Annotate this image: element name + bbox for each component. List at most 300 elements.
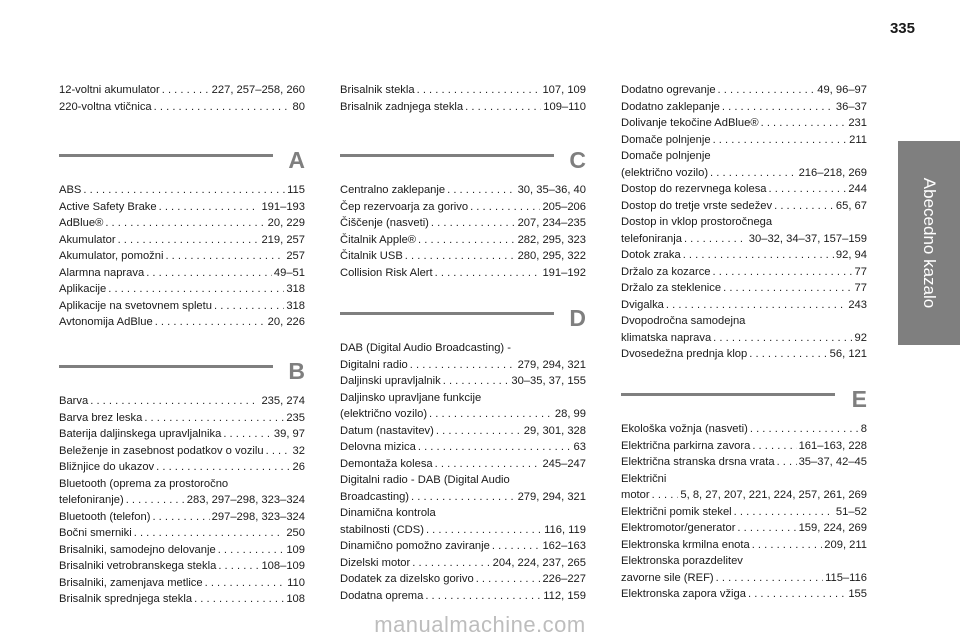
index-entry-line	[59, 99, 305, 116]
entry-pages: 109	[286, 543, 305, 556]
index-entry-line	[340, 406, 586, 423]
index-entry	[340, 538, 586, 555]
index-entry	[59, 232, 305, 249]
index-entry	[621, 454, 867, 471]
dot-leader	[684, 231, 747, 248]
dot-leader	[723, 280, 852, 297]
entry-pages: 250	[286, 527, 305, 539]
index-entry-line	[340, 489, 586, 506]
index-entry-line	[340, 423, 586, 440]
entry-term: Alarmna naprava	[59, 266, 145, 279]
index-entry-line	[340, 571, 586, 588]
index-entry-line	[59, 542, 305, 559]
index-entry-line	[621, 297, 867, 314]
dot-leader	[750, 421, 859, 438]
dot-leader	[492, 538, 541, 555]
index-entry	[340, 439, 586, 456]
index-entry-line	[621, 346, 867, 363]
entry-pages: 65, 67	[835, 199, 867, 212]
entry-term: Brisalniki vetrobranskega stekla	[59, 560, 217, 572]
index-entry-list	[621, 82, 867, 363]
index-entry-line	[621, 438, 867, 455]
index-entry-line	[59, 298, 305, 315]
index-entry	[621, 198, 867, 215]
entry-term: Dinamična kontrola	[340, 507, 436, 519]
dot-leader	[752, 537, 823, 554]
entry-pages: 318	[286, 283, 305, 295]
index-entry-line	[621, 181, 867, 198]
index-entry-line	[59, 558, 305, 575]
entry-term: telefoniranje)	[59, 494, 124, 506]
dot-leader	[194, 591, 284, 608]
dot-leader	[716, 570, 823, 587]
dot-leader	[777, 454, 797, 471]
index-entry	[59, 393, 305, 410]
entry-pages: 112, 159	[543, 589, 586, 602]
index-entry-list	[59, 182, 305, 331]
entry-term: Elektronska porazdelitev	[621, 555, 743, 567]
entry-term: Brisalnik sprednjega stekla	[59, 593, 193, 605]
entry-pages: 115–116	[825, 571, 867, 584]
entry-pages: 26	[292, 461, 305, 473]
dot-leader	[426, 522, 542, 539]
dot-leader	[443, 373, 510, 390]
entry-term: Čiščenje (nasveti)	[340, 217, 429, 229]
index-entry-line	[621, 198, 867, 215]
dot-leader	[722, 99, 834, 116]
entry-pages: 161–163, 228	[798, 439, 867, 452]
index-entry	[621, 297, 867, 314]
index-entry-line	[340, 522, 586, 539]
entry-pages: 205–206	[542, 200, 586, 213]
index-entry	[621, 132, 867, 149]
index-entry-line	[340, 232, 586, 249]
entry-pages: 35–37, 42–45	[798, 456, 867, 468]
dot-leader	[214, 298, 284, 315]
index-entry-line	[340, 439, 586, 456]
section-tab-label: Abecedno kazalo	[920, 177, 939, 309]
index-entry	[621, 504, 867, 521]
entry-pages: 207, 234–235	[517, 217, 586, 229]
entry-pages: 29, 301, 328	[523, 424, 586, 437]
index-entry-line	[340, 215, 586, 232]
entry-term: telefoniranja	[621, 232, 682, 245]
index-entry	[340, 199, 586, 216]
section-header	[59, 146, 305, 176]
index-entry-line	[59, 476, 305, 493]
entry-pages: 63	[573, 441, 586, 453]
entry-term: Domače polnjenje	[621, 133, 711, 146]
index-entry-line	[621, 421, 867, 438]
index-entry	[340, 248, 586, 265]
entry-term: Datum (nastavitev)	[340, 424, 434, 437]
entry-pages: 51–52	[835, 505, 867, 518]
index-entry	[621, 520, 867, 537]
entry-pages: 8	[860, 423, 867, 435]
index-entry	[621, 148, 867, 181]
index-entry	[59, 82, 305, 99]
dot-leader	[218, 558, 259, 575]
section-letter: E	[851, 386, 867, 412]
index-entry-line	[621, 313, 867, 330]
index-entry-line	[340, 182, 586, 199]
entry-term: Čitalnik USB	[340, 250, 403, 262]
index-entry-line	[59, 410, 305, 427]
entry-term: Digitalni radio	[340, 358, 408, 371]
section-letter: B	[288, 358, 305, 384]
index-entry-line	[621, 247, 867, 264]
index-entry-line	[59, 314, 305, 331]
entry-pages: 231	[848, 117, 867, 129]
entry-term: Elektronska krmilna enota	[621, 538, 750, 551]
entry-term: Beleženje in zasebnost podatkov o vozilu	[59, 444, 264, 457]
entry-term: stabilnosti (CDS)	[340, 523, 424, 536]
dot-leader	[159, 199, 260, 216]
dot-leader	[713, 330, 852, 347]
entry-pages: 49, 96–97	[817, 84, 867, 96]
index-entry	[621, 586, 867, 603]
index-entry	[59, 182, 305, 199]
index-entry-line	[59, 215, 305, 232]
index-entry-line	[340, 373, 586, 390]
index-entry	[621, 471, 867, 504]
dot-leader	[134, 525, 285, 542]
index-entry	[59, 248, 305, 265]
index-entry	[621, 313, 867, 346]
dot-leader	[465, 99, 541, 116]
entry-pages: 226–227	[542, 573, 586, 585]
dot-leader	[476, 571, 541, 588]
index-entry	[340, 505, 586, 538]
index-entry-line	[621, 520, 867, 537]
entry-term: Čep rezervoarja za gorivo	[340, 200, 469, 213]
entry-pages: 283, 297–298, 323–324	[186, 494, 305, 506]
entry-term: AdBlue®	[59, 217, 104, 229]
dot-leader	[165, 248, 284, 265]
index-entry	[621, 264, 867, 281]
index-entry-line	[621, 504, 867, 521]
entry-term: Dostop do rezervnega kolesa	[621, 183, 767, 195]
entry-pages: 155	[848, 588, 867, 600]
index-entry-line	[340, 82, 586, 99]
index-entry	[340, 456, 586, 473]
index-entry	[59, 410, 305, 427]
index-entry	[59, 525, 305, 542]
index-entry	[340, 265, 586, 282]
section-divider	[340, 312, 554, 315]
entry-term: Brisalnik stekla	[340, 84, 415, 96]
index-entry	[340, 588, 586, 605]
dot-leader	[436, 423, 522, 440]
index-entry-line	[340, 340, 586, 357]
entry-pages: 115	[287, 184, 305, 196]
entry-term: Domače polnjenje	[621, 150, 711, 162]
dot-leader	[405, 248, 516, 265]
dot-leader	[752, 438, 796, 455]
index-entry	[59, 591, 305, 608]
entry-pages: 191–192	[542, 266, 586, 279]
entry-pages: 159, 224, 269	[798, 522, 867, 534]
index-entry-line	[59, 393, 305, 410]
entry-term: Dodatek za dizelsko gorivo	[340, 573, 474, 585]
entry-term: Aplikacije na svetovnem spletu	[59, 299, 212, 312]
section-letter: A	[288, 147, 305, 173]
dot-leader	[126, 492, 185, 509]
entry-pages: 235	[286, 411, 305, 424]
index-entry-line	[621, 82, 867, 99]
dot-leader	[431, 215, 516, 232]
dot-leader	[105, 215, 265, 232]
entry-term: Akumulator	[59, 233, 116, 246]
dot-leader	[162, 82, 210, 99]
entry-term: Brisalniki, zamenjava metlice	[59, 576, 203, 589]
entry-term: Električni pomik stekel	[621, 505, 732, 518]
dot-leader	[218, 542, 285, 559]
entry-term: Držalo za steklenice	[621, 282, 722, 294]
dot-leader	[435, 456, 541, 473]
entry-pages: 92	[854, 331, 867, 344]
index-entry	[340, 82, 586, 99]
entry-pages: 216–218, 269	[798, 166, 867, 179]
index-entry	[621, 214, 867, 247]
index-entry-line	[340, 265, 586, 282]
index-entry	[59, 426, 305, 443]
entry-term: (električno vozilo)	[621, 166, 709, 179]
index-entry	[59, 265, 305, 282]
index-entry-line	[340, 456, 586, 473]
entry-pages: 257	[286, 250, 305, 262]
entry-term: Električni	[621, 472, 667, 485]
index-entry	[621, 438, 867, 455]
entry-term: Dolivanje tekočine AdBlue®	[621, 117, 759, 129]
index-entry-line	[59, 525, 305, 542]
entry-pages: 109–110	[543, 100, 586, 113]
index-entry-line	[340, 505, 586, 522]
entry-pages: 39, 97	[273, 428, 305, 440]
section-header	[59, 357, 305, 387]
index-entry-line	[340, 99, 586, 116]
index-entry	[621, 82, 867, 99]
entry-term: Dinamično pomožno zaviranje	[340, 540, 490, 552]
dot-leader	[713, 264, 853, 281]
entry-term: Baterija daljinskega upravljalnika	[59, 428, 222, 440]
index-entry	[59, 99, 305, 116]
dot-leader	[683, 247, 834, 264]
index-entry	[59, 575, 305, 592]
section-divider	[621, 393, 835, 396]
index-entry	[59, 542, 305, 559]
dot-leader	[447, 182, 515, 199]
section-letter: D	[569, 305, 586, 331]
entry-term: Elektronska zapora vžiga	[621, 588, 746, 600]
entry-term: Aplikacije	[59, 283, 107, 295]
entry-term: Avtonomija AdBlue	[59, 316, 153, 328]
entry-term: Broadcasting)	[340, 490, 410, 503]
section-divider	[59, 154, 273, 157]
index-entry	[621, 553, 867, 586]
index-entry-line	[621, 148, 867, 165]
index-entry	[59, 215, 305, 232]
index-entry-line	[59, 232, 305, 249]
entry-pages: 30–35, 37, 155	[511, 375, 586, 387]
entry-pages: 49–51	[273, 266, 305, 279]
entry-term: Daljinsko upravljane funkcije	[340, 391, 482, 404]
index-entry-list	[621, 421, 867, 603]
entry-term: Bočni smerniki	[59, 527, 132, 539]
dot-leader	[718, 82, 816, 99]
dot-leader	[223, 426, 272, 443]
dot-leader	[435, 265, 541, 282]
index-entry-line	[340, 472, 586, 489]
entry-term: Brisalniki, samodejno delovanje	[59, 543, 216, 556]
entry-term: Dvigalka	[621, 298, 664, 311]
dot-leader	[144, 410, 284, 427]
section-divider	[340, 154, 554, 157]
entry-pages: 235, 274	[261, 395, 305, 407]
index-entry	[340, 182, 586, 199]
entry-term: zavorne sile (REF)	[621, 571, 714, 584]
index-entry	[59, 509, 305, 526]
entry-term: Dizelski motor	[340, 556, 411, 569]
entry-pages: 77	[854, 265, 867, 278]
index-entry-line	[59, 82, 305, 99]
dot-leader	[774, 198, 834, 215]
dot-leader	[410, 357, 516, 374]
index-entry	[621, 99, 867, 116]
index-entry	[340, 390, 586, 423]
entry-pages: 219, 257	[261, 233, 305, 246]
entry-term: Čitalnik Apple®	[340, 233, 417, 246]
index-entry-line	[621, 454, 867, 471]
entry-pages: 243	[848, 298, 867, 311]
entry-term: Ekološka vožnja (nasveti)	[621, 423, 748, 435]
entry-term: Dodatno zaklepanje	[621, 100, 720, 113]
index-entry-line	[621, 553, 867, 570]
index-entry-line	[59, 199, 305, 216]
dot-leader	[156, 459, 290, 476]
dot-leader	[749, 346, 827, 363]
index-entry-line	[340, 538, 586, 555]
entry-term: DAB (Digital Audio Broadcasting) -	[340, 342, 511, 354]
index-entry-line	[621, 165, 867, 182]
index-entry	[340, 232, 586, 249]
entry-term: motor	[621, 489, 650, 501]
entry-pages: 209, 211	[824, 538, 867, 551]
entry-term: ABS	[59, 184, 82, 196]
entry-term: 220-voltna vtičnica	[59, 100, 152, 113]
index-entry-line	[621, 214, 867, 231]
entry-term: Delovna mizica	[340, 441, 416, 453]
index-entry	[621, 280, 867, 297]
entry-term: Dostop in vklop prostoročnega	[621, 216, 773, 228]
entry-term: Daljinski upravljalnik	[340, 375, 441, 387]
entry-pages: 28, 99	[554, 408, 586, 420]
index-entry-list	[59, 393, 305, 608]
entry-pages: 279, 294, 321	[517, 358, 586, 371]
entry-pages: 245–247	[542, 457, 586, 470]
entry-pages: 30–32, 34–37, 157–159	[748, 232, 867, 245]
entry-term: Dodatno ogrevanje	[621, 84, 716, 96]
dot-leader	[734, 504, 834, 521]
index-entry-line	[59, 182, 305, 199]
dot-leader	[83, 182, 285, 199]
index-entry-line	[59, 426, 305, 443]
index-entry-line	[59, 248, 305, 265]
entry-term: 12-voltni akumulator	[59, 84, 160, 96]
entry-pages: 116, 119	[544, 523, 586, 536]
index-entry	[59, 443, 305, 460]
dot-leader	[266, 443, 291, 460]
section-header	[340, 304, 586, 334]
section-divider	[59, 365, 273, 368]
entry-pages: 107, 109	[542, 84, 586, 96]
dot-leader	[429, 406, 553, 423]
index-entry	[621, 247, 867, 264]
entry-pages: 108–109	[261, 560, 305, 572]
entry-term: Brisalnik zadnjega stekla	[340, 100, 464, 113]
entry-term: Elektromotor/generator	[621, 522, 736, 534]
dot-leader	[761, 115, 847, 132]
index-entry	[621, 346, 867, 363]
index-entry-list	[59, 82, 305, 115]
dot-leader	[418, 439, 572, 456]
index-entry-line	[340, 555, 586, 572]
index-entry	[340, 423, 586, 440]
index-entry	[59, 476, 305, 509]
entry-pages: 20, 229	[267, 217, 305, 229]
entry-pages: 204, 224, 237, 265	[492, 556, 586, 569]
dot-leader	[417, 82, 541, 99]
index-entry	[621, 537, 867, 554]
index-entry-line	[59, 492, 305, 509]
dot-leader	[155, 314, 266, 331]
entry-term: Akumulator, pomožni	[59, 250, 164, 262]
dot-leader	[412, 555, 490, 572]
entry-term: Dotok zraka	[621, 249, 681, 261]
entry-term: Bluetooth (oprema za prostoročno	[59, 477, 229, 490]
entry-pages: 80	[292, 100, 305, 113]
index-entry-line	[340, 199, 586, 216]
entry-term: Digitalni radio - DAB (Digital Audio	[340, 474, 510, 486]
entry-term: Bližnjice do ukazov	[59, 461, 155, 473]
dot-leader	[418, 232, 516, 249]
index-entry-line	[340, 588, 586, 605]
entry-term: Bluetooth (telefon)	[59, 510, 151, 523]
index-entry-line	[59, 591, 305, 608]
entry-pages: 279, 294, 321	[517, 490, 586, 503]
entry-pages: 32	[292, 444, 305, 457]
index-entry-line	[621, 586, 867, 603]
dot-leader	[470, 199, 540, 216]
dot-leader	[152, 509, 209, 526]
section-header	[340, 146, 586, 176]
entry-term: Centralno zaklepanje	[340, 184, 446, 196]
dot-leader	[425, 588, 541, 605]
entry-pages: 318	[286, 299, 305, 312]
entry-pages: 20, 226	[267, 316, 305, 328]
dot-leader	[713, 132, 848, 149]
dot-leader	[710, 165, 797, 182]
index-entry	[59, 199, 305, 216]
entry-pages: 110	[287, 576, 305, 589]
entry-term: Dodatna oprema	[340, 589, 424, 602]
dot-leader	[90, 393, 259, 410]
dot-leader	[652, 487, 679, 504]
index-entry-line	[59, 575, 305, 592]
index-entry-line	[340, 357, 586, 374]
dot-leader	[146, 265, 272, 282]
entry-term: Električna stranska drsna vrata	[621, 456, 775, 468]
